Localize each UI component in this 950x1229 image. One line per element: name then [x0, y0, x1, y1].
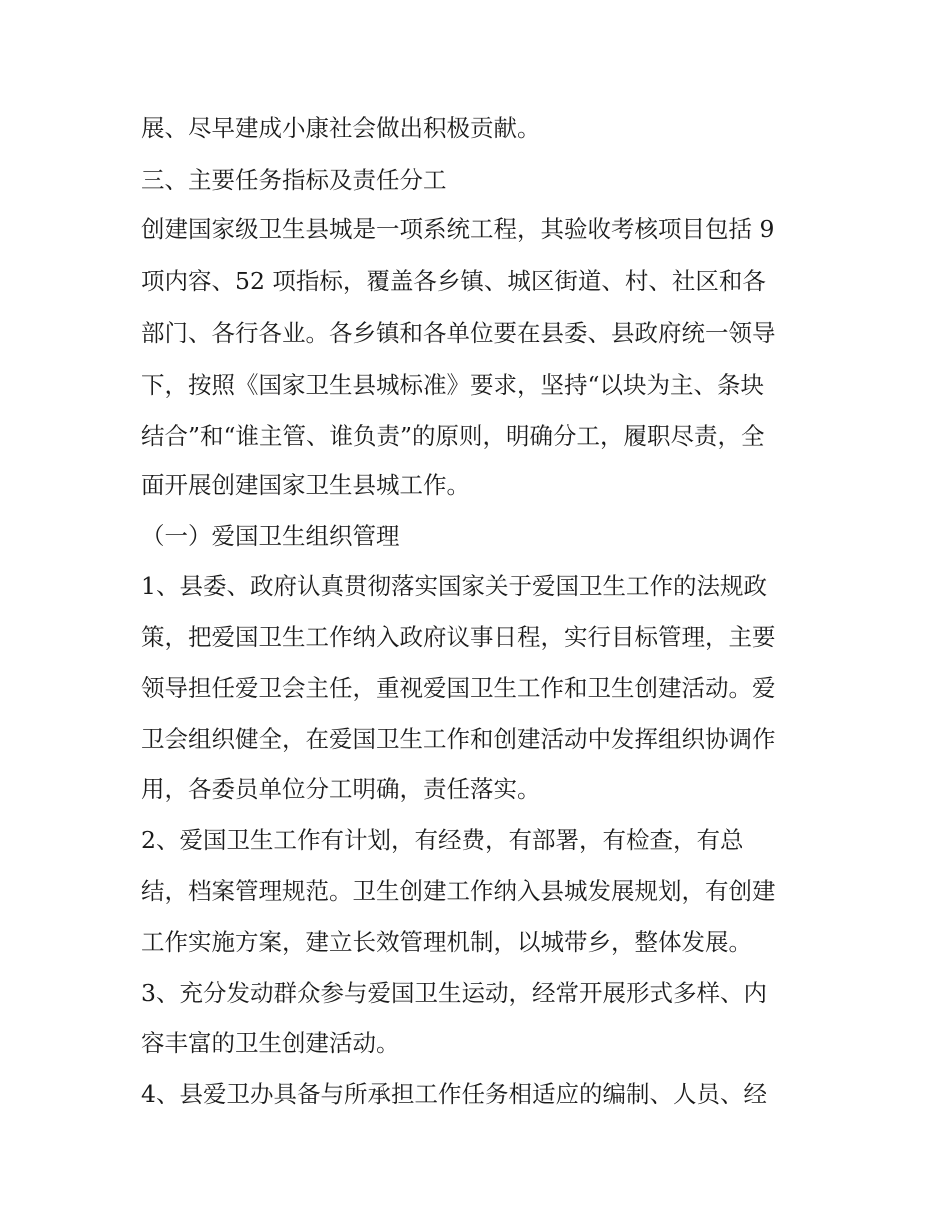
text-line: 项内容、52 项指标，覆盖各乡镇、城区街道、村、社区和各	[141, 267, 766, 295]
text-line: 展、尽早建成小康社会做出积极贡献。	[141, 114, 541, 142]
subsection-heading: （一）爱国卫生组织管理	[141, 522, 400, 550]
text-line: 领导担任爱卫会主任，重视爱国卫生工作和卫生创建活动。爱	[141, 674, 776, 702]
text-line: 面开展创建国家卫生县城工作。	[141, 471, 470, 499]
text-line: 工作实施方案，建立长效管理机制，以城带乡，整体发展。	[141, 928, 752, 956]
text-line: 3、充分发动群众参与爱国卫生运动，经常开展形式多样、内	[141, 979, 767, 1007]
text-line: 结，档案管理规范。卫生创建工作纳入县城发展规划，有创建	[141, 877, 776, 905]
section-heading: 三、主要任务指标及责任分工	[141, 166, 447, 194]
text-line: 创建国家级卫生县城是一项系统工程，其验收考核项目包括 9	[141, 215, 775, 243]
text-line: 2、爱国卫生工作有计划，有经费，有部署，有检查，有总	[141, 826, 744, 854]
text-line: 1、县委、政府认真贯彻落实国家关于爱国卫生工作的法规政	[141, 572, 767, 600]
text-line: 4、县爱卫办具备与所承担工作任务相适应的编制、人员、经	[141, 1080, 767, 1108]
text-line: 下，按照《国家卫生县城标准》要求，坚持“以块为主、条块	[141, 371, 765, 399]
text-line: 策，把爱国卫生工作纳入政府议事日程，实行目标管理，主要	[141, 623, 776, 651]
text-line: 容丰富的卫生创建活动。	[141, 1029, 400, 1057]
text-line: 卫会组织健全，在爱国卫生工作和创建活动中发挥组织协调作	[141, 725, 776, 753]
text-line: 用，各委员单位分工明确，责任落实。	[141, 775, 541, 803]
text-line: 部门、各行各业。各乡镇和各单位要在县委、县政府统一领导	[141, 319, 776, 347]
text-line: 结合”和“谁主管、谁负责”的原则，明确分工，履职尽责，全	[141, 422, 765, 450]
